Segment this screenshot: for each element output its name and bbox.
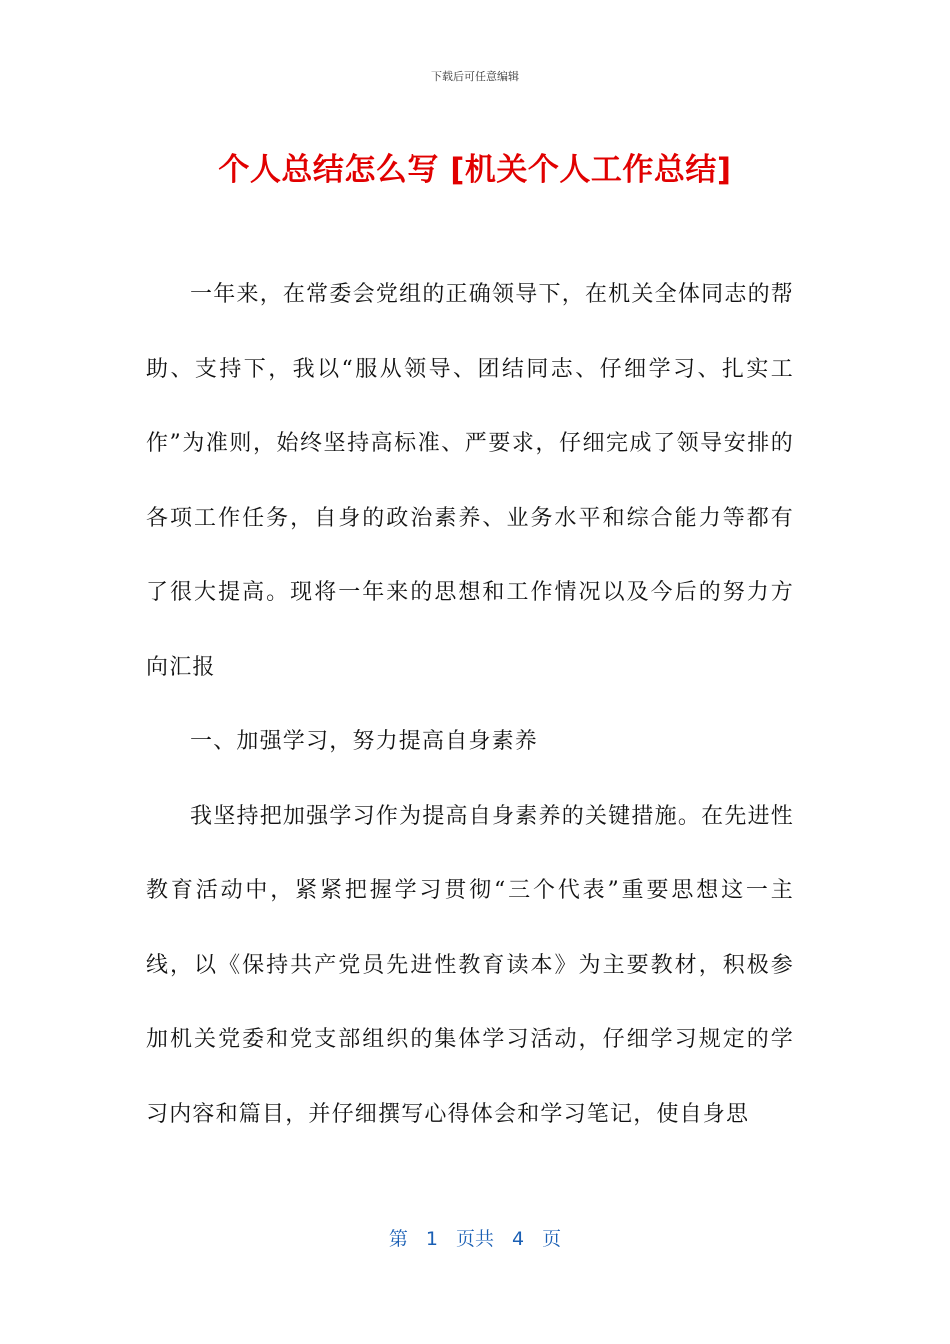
body-paragraph: 我坚持把加强学习作为提高自身素养的关键措施。在先进性教育活动中，紧紧把握学习贯彻“三个代表”重要思想这一主线，以《保持共产党员先进性教育读本》为主要教材，积极参加机关党委和党支部组织的集体学习活动，仔细学习规定的学习内容和篇目，并仔细撰写心得体会和学习笔记，使自身思 [146,803,794,1127]
page-number-footer: 第 1 页共 4 页 [388,1228,562,1250]
document-title: 个人总结怎么写 [机关个人工作总结] [218,152,732,188]
body-paragraph: 一年来，在常委会党组的正确领导下，在机关全体同志的帮助、支持下，我以“服从领导、团结同志、仔细学习、扎实工作”为准则，始终坚持高标准、严要求，仔细完成了领导安排的各项工作任务，自身的政治素养、业务水平和综合能力等都有了很大提高。现将一年来的思想和工作情况以及今后的努力方向汇报 [146,282,794,680]
document-body [146,258,794,1152]
section-heading: 一、加强学习，努力提高自身素养 [190,729,539,754]
header-note: 下载后可任意编辑 [431,70,519,83]
